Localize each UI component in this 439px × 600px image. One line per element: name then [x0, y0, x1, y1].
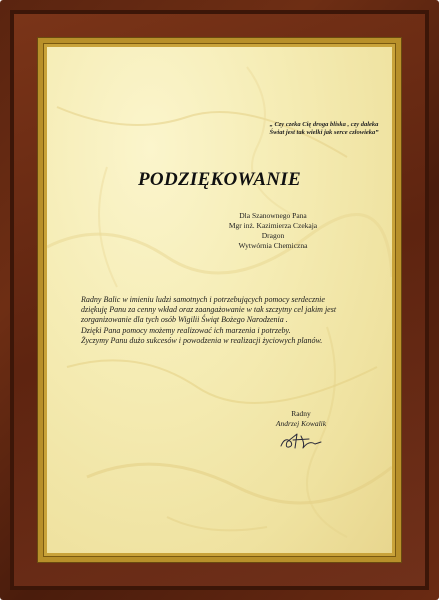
- body-line-3: zorganizowanie dla tych osób Wigilii Świąt Bożego Narodzenia .: [81, 315, 288, 325]
- epigraph-quote: [259, 121, 389, 137]
- recipient-line-3: Dragon: [261, 231, 285, 240]
- quote-line-2: Świat jest tak wielki jak serce człowieka”: [269, 129, 379, 136]
- handwritten-signature: [279, 430, 323, 452]
- certificate-title: PODZIĘKOWANIE: [138, 169, 301, 190]
- recipient-line-4: Wytwórnia Chemiczna: [238, 241, 308, 250]
- body-line-1: Radny Balic w imieniu ludzi samotnych i potrzebujących pomocy serdecznie: [81, 295, 325, 304]
- thank-you-message: [81, 295, 371, 346]
- signer-name: Andrzej Kowalik: [275, 419, 327, 428]
- recipient-block: [213, 211, 333, 251]
- body-line-2: dziękuję Panu za cenny wkład oraz zaangażowanie w tak szczytny cel jakim jest: [81, 305, 337, 315]
- signer-role: Radny: [291, 409, 311, 418]
- quote-line-1: „ Czy czeka Cię droga bliska , czy daleka: [269, 121, 379, 128]
- certificate-paper: [47, 47, 392, 553]
- recipient-line-1: Dla Szanownego Pana: [239, 211, 307, 220]
- signature-block: [261, 409, 341, 429]
- body-line-5: Życzymy Panu dużo sukcesów i powodzenia w realizacji życiowych planów.: [81, 335, 323, 345]
- recipient-line-2: Mgr inż. Kazimierza Czekaja: [228, 221, 318, 230]
- body-line-4: Dzięki Pana pomocy możemy realizować ich marzenia i potrzeby.: [81, 325, 291, 335]
